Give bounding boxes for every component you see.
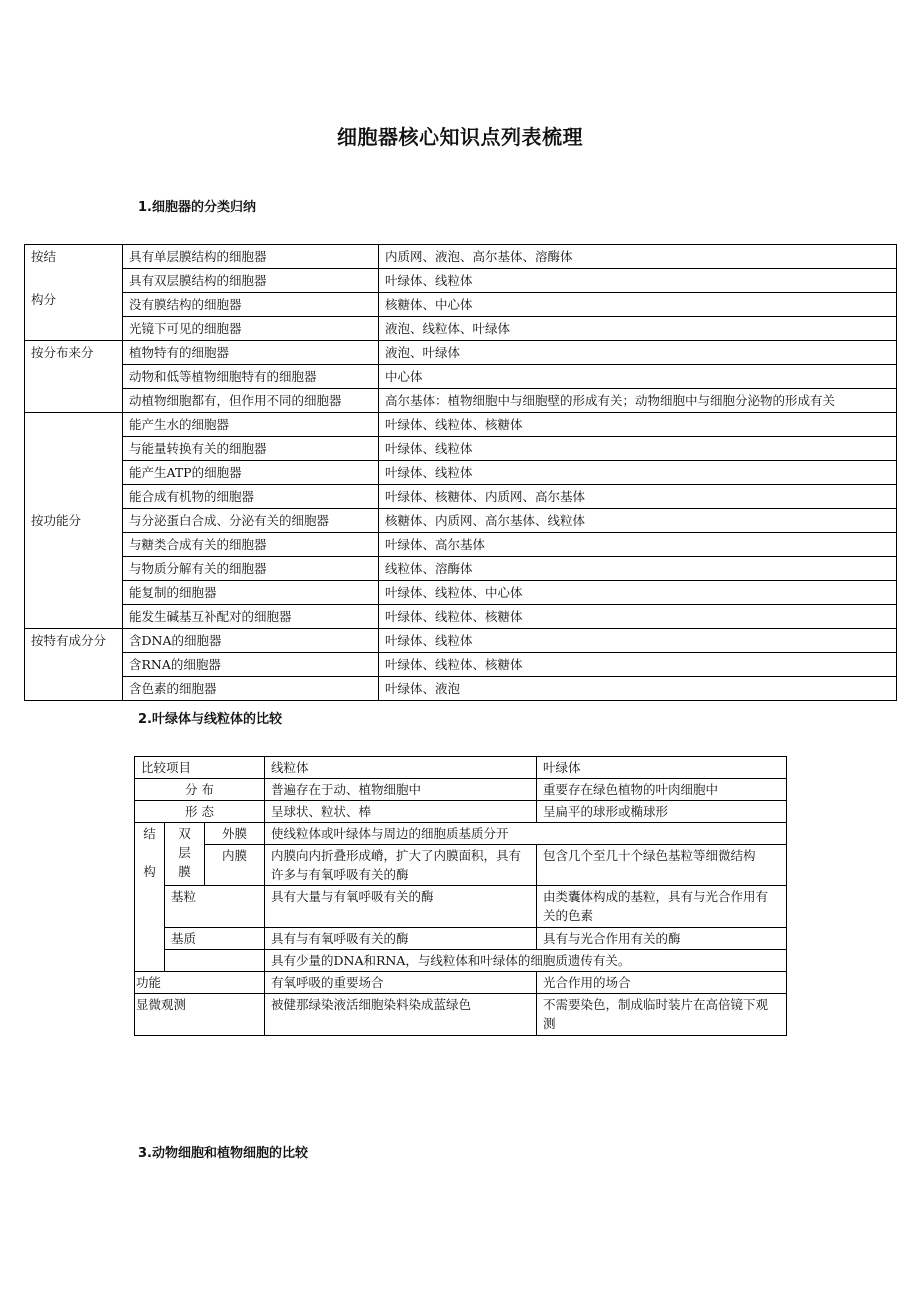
double-membrane-char: 层 xyxy=(178,845,191,860)
row-label-microscopy: 显微观测 xyxy=(135,994,265,1036)
category-label xyxy=(25,245,123,341)
table-row xyxy=(135,757,787,779)
criterion-cell: 动物和低等植物细胞特有的细胞器 xyxy=(123,365,379,389)
criterion-cell: 含色素的细胞器 xyxy=(123,677,379,701)
table-row xyxy=(135,972,787,994)
criterion-cell: 与糖类合成有关的细胞器 xyxy=(123,533,379,557)
page-title: 细胞器核心知识点列表梳理 xyxy=(337,125,583,149)
cell: 内膜向内折叠形成嵴，扩大了内膜面积，具有许多与有氧呼吸有关的酶 xyxy=(265,845,537,886)
criterion-cell: 能合成有机物的细胞器 xyxy=(123,485,379,509)
criterion-cell: 植物特有的细胞器 xyxy=(123,341,379,365)
criterion-cell: 没有膜结构的细胞器 xyxy=(123,293,379,317)
organelles-cell: 叶绿体、线粒体、核糖体 xyxy=(379,413,897,437)
category-label: 按特有成分分 xyxy=(25,629,123,701)
table-row xyxy=(135,994,787,1036)
section-1-heading: 1.细胞器的分类归纳 xyxy=(138,200,256,215)
table-row xyxy=(135,801,787,823)
cell: 包含几个至几十个绿色基粒等细微结构 xyxy=(537,845,787,886)
table-row xyxy=(25,269,897,293)
cell: 具有与有氧呼吸有关的酶 xyxy=(265,928,537,950)
organelles-cell: 叶绿体、高尔基体 xyxy=(379,533,897,557)
table-row xyxy=(25,413,897,437)
table-row xyxy=(135,823,787,845)
cell: 有氧呼吸的重要场合 xyxy=(265,972,537,994)
row-label-distribution: 分 布 xyxy=(135,779,265,801)
organelles-cell: 线粒体、溶酶体 xyxy=(379,557,897,581)
header-item: 比较项目 xyxy=(135,757,265,779)
section-2-heading: 2.叶绿体与线粒体的比较 xyxy=(138,712,282,727)
structure-char: 结 xyxy=(143,826,156,841)
cell: 由类囊体构成的基粒，具有与光合作用有关的色素 xyxy=(537,886,787,928)
row-label-outer-membrane: 外膜 xyxy=(205,823,265,845)
header-chloroplast: 叶绿体 xyxy=(537,757,787,779)
cell: 具有少量的DNA和RNA，与线粒体和叶绿体的细胞质遗传有关。 xyxy=(265,950,787,972)
organelles-cell: 核糖体、中心体 xyxy=(379,293,897,317)
organelles-cell: 叶绿体、线粒体、核糖体 xyxy=(379,605,897,629)
criterion-cell: 与物质分解有关的细胞器 xyxy=(123,557,379,581)
organelles-cell: 叶绿体、核糖体、内质网、高尔基体 xyxy=(379,485,897,509)
organelles-cell: 叶绿体、线粒体、核糖体 xyxy=(379,653,897,677)
table-row xyxy=(25,629,897,653)
cell: 具有大量与有氧呼吸有关的酶 xyxy=(265,886,537,928)
table-row xyxy=(135,845,787,886)
criterion-cell: 能发生碱基互补配对的细胞器 xyxy=(123,605,379,629)
table-row xyxy=(25,245,897,269)
table-row xyxy=(25,461,897,485)
criterion-cell: 与能量转换有关的细胞器 xyxy=(123,437,379,461)
cell: 被健那绿染液活细胞染料染成蓝绿色 xyxy=(265,994,537,1036)
organelles-cell: 液泡、叶绿体 xyxy=(379,341,897,365)
criterion-cell: 与分泌蛋白合成、分泌有关的细胞器 xyxy=(123,509,379,533)
structure-char: 构 xyxy=(143,864,156,879)
cell: 呈球状、粒状、棒 xyxy=(265,801,537,823)
section-3-heading: 3.动物细胞和植物细胞的比较 xyxy=(138,1146,308,1161)
row-label-double-membrane xyxy=(165,823,205,886)
table-row xyxy=(25,317,897,341)
chloroplast-mitochondria-table xyxy=(134,756,787,1036)
organelle-classification-table xyxy=(24,244,897,701)
table-row xyxy=(25,485,897,509)
table-row xyxy=(25,557,897,581)
row-label-function: 功能 xyxy=(135,972,265,994)
table-row xyxy=(25,605,897,629)
table-row xyxy=(135,950,787,972)
criterion-cell: 具有双层膜结构的细胞器 xyxy=(123,269,379,293)
organelles-cell: 内质网、液泡、高尔基体、溶酶体 xyxy=(379,245,897,269)
table-row xyxy=(25,341,897,365)
organelles-cell: 叶绿体、液泡 xyxy=(379,677,897,701)
table-row xyxy=(25,437,897,461)
table-row xyxy=(135,886,787,928)
organelles-cell: 叶绿体、线粒体 xyxy=(379,461,897,485)
cell: 光合作用的场合 xyxy=(537,972,787,994)
cell: 呈扁平的球形或椭球形 xyxy=(537,801,787,823)
organelles-cell: 核糖体、内质网、高尔基体、线粒体 xyxy=(379,509,897,533)
criterion-cell: 能产生水的细胞器 xyxy=(123,413,379,437)
organelles-cell: 叶绿体、线粒体 xyxy=(379,437,897,461)
header-mitochondria: 线粒体 xyxy=(265,757,537,779)
row-label-shape: 形 态 xyxy=(135,801,265,823)
criterion-cell: 动植物细胞都有，但作用不同的细胞器 xyxy=(123,389,379,413)
category-label-bottom: 构分 xyxy=(31,292,57,307)
row-label-granum: 基粒 xyxy=(165,886,265,928)
criterion-cell: 含DNA的细胞器 xyxy=(123,629,379,653)
cell: 重要存在绿色植物的叶肉细胞中 xyxy=(537,779,787,801)
organelles-cell: 高尔基体：植物细胞中与细胞壁的形成有关；动物细胞中与细胞分泌物的形成有关 xyxy=(379,389,897,413)
organelles-cell: 叶绿体、线粒体 xyxy=(379,629,897,653)
category-label: 按功能分 xyxy=(25,413,123,629)
table-row xyxy=(25,677,897,701)
organelles-cell: 叶绿体、线粒体、中心体 xyxy=(379,581,897,605)
double-membrane-char: 双 xyxy=(178,826,191,841)
table-row xyxy=(25,509,897,533)
criterion-cell: 含RNA的细胞器 xyxy=(123,653,379,677)
table-row xyxy=(25,581,897,605)
cell: 不需要染色，制成临时装片在高倍镜下观测 xyxy=(537,994,787,1036)
organelles-cell: 叶绿体、线粒体 xyxy=(379,269,897,293)
category-label: 按分布来分 xyxy=(25,341,123,413)
cell: 使线粒体或叶绿体与周边的细胞质基质分开 xyxy=(265,823,787,845)
category-label-top: 按结 xyxy=(31,249,57,264)
cell: 具有与光合作用有关的酶 xyxy=(537,928,787,950)
row-label-structure xyxy=(135,823,165,972)
table-row xyxy=(25,365,897,389)
row-label-inner-membrane: 内膜 xyxy=(205,845,265,886)
criterion-cell: 光镜下可见的细胞器 xyxy=(123,317,379,341)
table-row xyxy=(135,779,787,801)
table-row xyxy=(25,293,897,317)
table-row xyxy=(25,533,897,557)
table-row xyxy=(25,653,897,677)
cell: 普遍存在于动、植物细胞中 xyxy=(265,779,537,801)
criterion-cell: 能产生ATP的细胞器 xyxy=(123,461,379,485)
organelles-cell: 液泡、线粒体、叶绿体 xyxy=(379,317,897,341)
row-label-matrix: 基质 xyxy=(165,928,265,950)
empty-cell xyxy=(165,950,265,972)
table-row xyxy=(25,389,897,413)
double-membrane-char: 膜 xyxy=(178,864,191,879)
criterion-cell: 具有单层膜结构的细胞器 xyxy=(123,245,379,269)
organelles-cell: 中心体 xyxy=(379,365,897,389)
criterion-cell: 能复制的细胞器 xyxy=(123,581,379,605)
table-row xyxy=(135,928,787,950)
